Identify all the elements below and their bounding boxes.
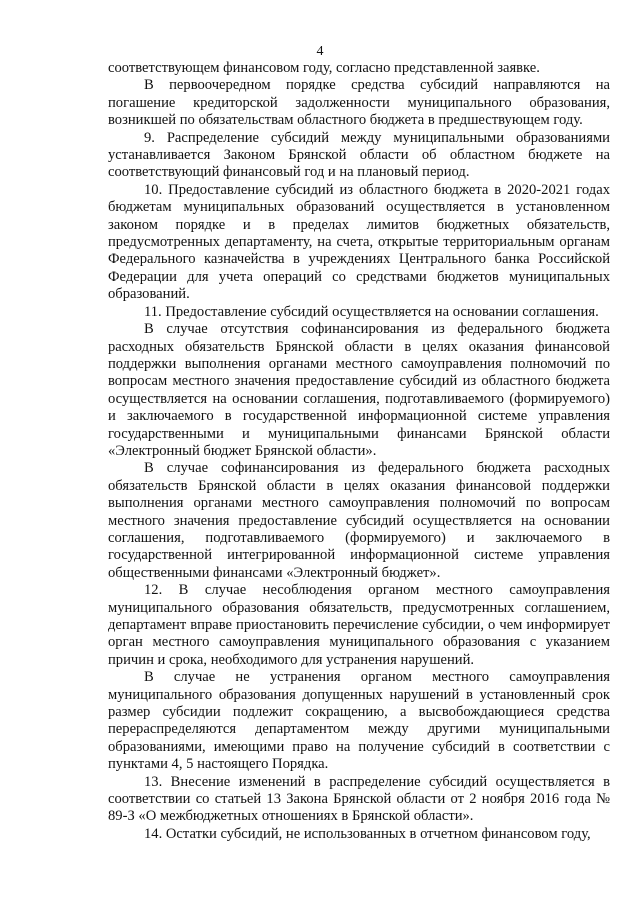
paragraph-item-11: 11. Предоставление субсидий осуществляется на основании соглашения.: [144, 303, 599, 320]
paragraph: В первоочередном порядке средства субсидий направляются на погашение кредиторской задолженности муниципального образования, возникшей по обязательствам областного бюджета в предшествующем году.: [108, 77, 610, 129]
paragraph-item-12: 12. В случае несоблюдения органом местного самоуправления муниципального образования обязательств, предусмотренных соглашением, департамент вправе приостановить перечисление субсидии, о чем информирует орган местного самоуправления муниципального образования с указанием причин и срока, необходимого для устранения нарушений.: [108, 582, 610, 668]
paragraph-item-10: 10. Предоставление субсидий из областного бюджета в 2020-2021 годах бюджетам муниципальных образований осуществляется в установленном законом порядке и в пределах лимитов бюджетных обязательств, предусмотренных департаменту, на счета, открытые территориальным органам Федерального казначейства в учреждениях Центрального банка Российской Федерации для учета операций со средствами бюджетов муниципальных образований.: [108, 181, 610, 303]
document-body: [108, 60, 610, 843]
paragraph: соответствующем финансовом году, согласно представленной заявке.: [108, 60, 540, 76]
paragraph: В случае не устранения органом местного самоуправления муниципального образования допущенных нарушений в установленный срок размер субсидии подлежит сокращению, а высвобождающиеся средства перераспределяются департаментом между другими муниципальными образованиями, имеющими право на получение субсидий в соответствии с пунктами 4, 5 настоящего Порядка.: [108, 669, 610, 773]
paragraph-item-14: 14. Остатки субсидий, не использованных в отчетном финансовом году,: [144, 825, 591, 842]
page-number: 4: [316, 44, 324, 59]
paragraph-item-9: 9. Распределение субсидий между муниципальными образованиями устанавливается Законом Брянской области об областном бюджете на соответствующий финансовый год и на плановый период.: [108, 129, 610, 181]
paragraph: В случае софинансирования из федерального бюджета расходных обязательств Брянской области в целях оказания финансовой поддержки выполнения органами местного самоуправления полномочий по вопросам местного значения предоставление субсидий осуществляется на основании соглашения, подготавливаемого (формируемого) и заключаемого в государственной интегрированной информационной системе управления общественными финансами «Электронный бюджет».: [108, 460, 610, 581]
paragraph-item-13: 13. Внесение изменений в распределение субсидий осуществляется в соответствии со статьей 13 Закона Брянской области от 2 ноября 2016 года № 89-З «О межбюджетных отношениях в Брянской области».: [108, 773, 610, 825]
paragraph: В случае отсутствия софинансирования из федерального бюджета расходных обязательств Брянской области в целях оказания финансовой поддержки выполнения органами местного самоуправления полномочий по вопросам местного значения предоставление субсидий из областного бюджета осуществляется на основании соглашения, подготавливаемого (формируемого) и заключаемого в государственной информационной системе управления государственными и муниципальными финансами Брянской области «Электронный бюджет Брянской области».: [108, 321, 610, 459]
